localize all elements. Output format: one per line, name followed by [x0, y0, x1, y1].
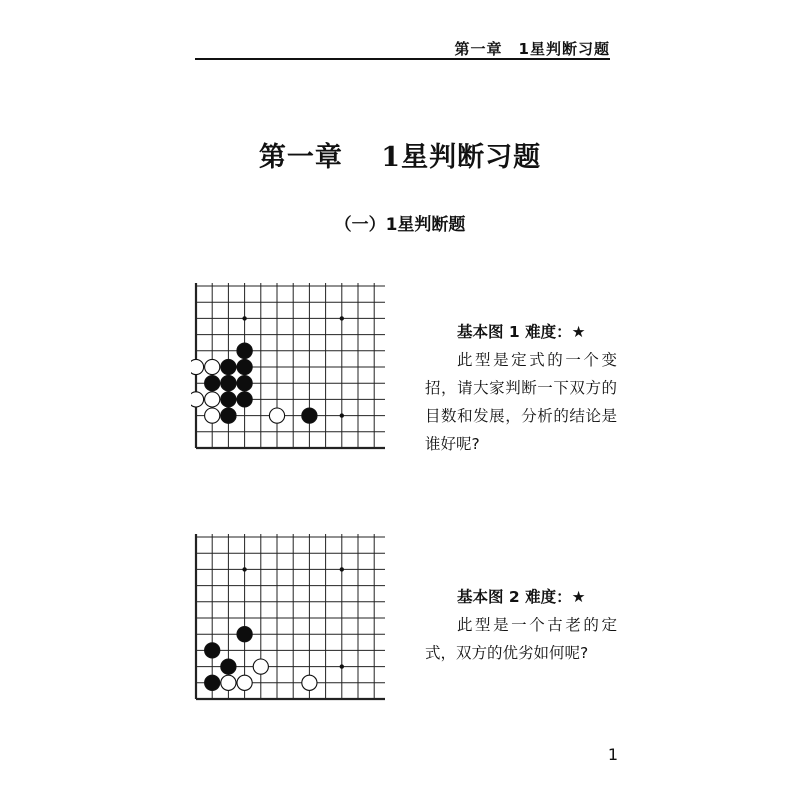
running-header: 第一章 1星判断习题: [454, 40, 610, 58]
black-stone: [205, 376, 220, 391]
go-board-2: [191, 534, 385, 724]
white-stone: [205, 359, 220, 374]
white-stone: [191, 392, 204, 407]
black-stone: [237, 359, 252, 374]
problem-2-label: 基本图 2 难度：★: [457, 588, 586, 606]
white-stone: [191, 359, 204, 374]
section-title: （一）1星判断题: [334, 215, 466, 235]
white-stone: [237, 675, 252, 690]
black-stone: [221, 392, 236, 407]
black-stone: [237, 627, 252, 642]
chapter-title: 第一章 1星判断习题: [258, 142, 542, 173]
star-point: [242, 316, 246, 320]
black-stone: [221, 359, 236, 374]
problem-1: [425, 318, 617, 458]
star-point: [242, 567, 246, 571]
black-stone: [205, 643, 220, 658]
star-point: [340, 316, 344, 320]
white-stone: [253, 659, 268, 674]
black-stone: [205, 675, 220, 690]
white-stone: [221, 675, 236, 690]
black-stone: [221, 659, 236, 674]
white-stone: [205, 408, 220, 423]
problem-2-body: 此型是一个古老的定式，双方的优劣如何呢?: [425, 616, 617, 662]
black-stone: [221, 376, 236, 391]
white-stone: [302, 675, 317, 690]
white-stone: [269, 408, 284, 423]
problem-1-label: 基本图 1 难度：★: [457, 323, 586, 341]
black-stone: [237, 376, 252, 391]
black-stone: [237, 392, 252, 407]
problem-2: [425, 583, 617, 667]
page-number: 1: [607, 745, 618, 764]
header-rule: [195, 58, 610, 60]
black-stone: [237, 343, 252, 358]
white-stone: [205, 392, 220, 407]
star-point: [340, 567, 344, 571]
go-board-1: [191, 283, 385, 473]
problem-1-body: 此型是定式的一个变招，请大家判断一下双方的目数和发展，分析的结论是谁好呢?: [425, 351, 617, 453]
star-point: [340, 664, 344, 668]
star-point: [340, 413, 344, 417]
black-stone: [221, 408, 236, 423]
black-stone: [302, 408, 317, 423]
